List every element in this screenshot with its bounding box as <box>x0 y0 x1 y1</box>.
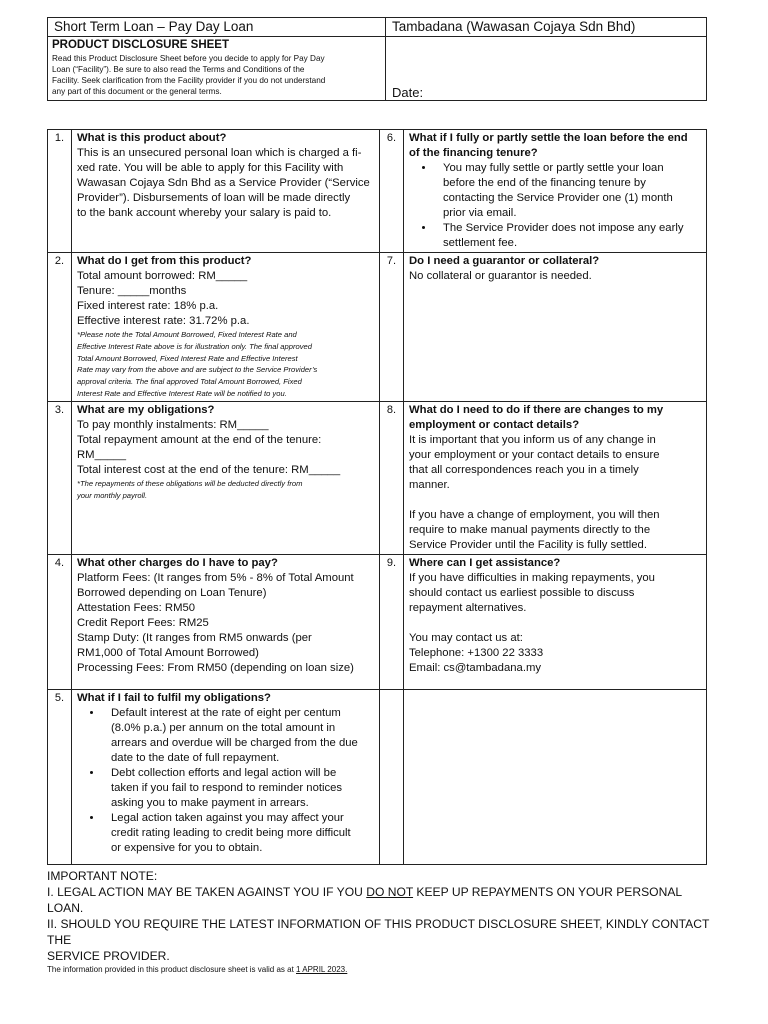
section-number: 1. <box>48 130 72 253</box>
company-name: Tambadana (Wawasan Cojaya Sdn Bhd) <box>386 18 707 37</box>
section-7 <box>404 253 707 402</box>
spacer <box>409 493 701 508</box>
bullet-line: • The Service Provider does not impose any early <box>443 222 684 234</box>
intro-line: any part of this document or the general terms. <box>52 87 222 96</box>
bullet-line: or expensive for you to obtain. <box>111 841 263 854</box>
section-question: What other charges do I have to pay? <box>77 556 278 569</box>
bullet-line: prior via email. <box>443 207 517 219</box>
bullet-line: contacting the Service Provider one (1) month <box>443 192 673 204</box>
section-line: repayment alternatives. <box>409 601 527 614</box>
bullet-list <box>77 706 374 856</box>
important-note <box>47 868 717 976</box>
note-text: KEEP UP REPAYMENTS ON YOUR PERSONAL LOAN. <box>47 885 682 915</box>
section-question: Where can I get assistance? <box>409 556 561 569</box>
list-item <box>103 766 374 811</box>
empty-number-cell <box>380 689 404 864</box>
list-item <box>103 706 374 766</box>
section-number: 9. <box>380 554 404 689</box>
section-1 <box>72 130 380 253</box>
section-line: should contact us earliest possible to discuss <box>409 586 635 599</box>
note-line: Effective Interest Rate above is for illustration only. The final approved <box>77 341 312 351</box>
bullet-line: taken if you fail to respond to reminder notices <box>111 781 343 794</box>
section-number: 5. <box>48 689 72 864</box>
section-question: What do I need to do if there are changes to my <box>409 403 664 416</box>
section-line: Total repayment amount at the end of the tenure: <box>77 433 322 446</box>
list-item <box>435 161 701 221</box>
spacer <box>409 616 701 631</box>
section-line: It is important that you inform us of any change in <box>409 433 656 446</box>
section-line: manner. <box>409 478 450 491</box>
section-number: 6. <box>380 130 404 253</box>
section-line: that all correspondences reach you in a timely <box>409 463 639 476</box>
section-question: of the financing tenure? <box>409 147 538 159</box>
section-number: 4. <box>48 554 72 689</box>
section-question: What if I fail to fulfil my obligations? <box>77 691 271 704</box>
section-line: Telephone: +1300 22 3333 <box>409 646 544 659</box>
bullet-line: • You may fully settle or partly settle your loan <box>443 162 664 174</box>
section-line: Platform Fees: (It ranges from 5% - 8% of Total Amount <box>77 571 354 584</box>
section-question: Do I need a guarantor or collateral? <box>409 255 600 267</box>
list-item <box>435 221 701 251</box>
section-8 <box>404 401 707 554</box>
table-row <box>48 554 707 689</box>
section-5 <box>72 689 380 864</box>
table-row <box>48 253 707 402</box>
section-line: Effective interest rate: 31.72% p.a. <box>77 315 250 327</box>
intro-line: Facility. Seek clarification from the Facility provider if you do not understand <box>52 76 326 85</box>
section-line: Processing Fees: From RM50 (depending on loan size) <box>77 661 354 674</box>
note-heading: IMPORTANT NOTE: <box>47 869 158 883</box>
section-question: What is this product about? <box>77 132 227 144</box>
bullet-line: asking you to make payment in arrears. <box>111 796 309 809</box>
bullet-line: • Legal action taken against you may affect your <box>111 811 344 824</box>
validity-text: The information provided in this product disclosure sheet is valid as at <box>47 965 297 974</box>
section-line: to the bank account whereby your salary is paid to. <box>77 207 332 219</box>
section-line: Stamp Duty: (It ranges from RM5 onwards (per <box>77 631 312 644</box>
section-line: To pay monthly instalments: RM_____ <box>77 418 269 431</box>
sheet-title: PRODUCT DISCLOSURE SHEET <box>52 39 229 51</box>
note-line-1 <box>47 884 717 916</box>
bullet-line: arrears and overdue will be charged from the due <box>111 736 358 749</box>
section-line: require to make manual payments directly to the <box>409 523 651 536</box>
section-line: No collateral or guarantor is needed. <box>409 270 592 282</box>
section-question: employment or contact details? <box>409 418 580 431</box>
section-line: You may contact us at: <box>409 631 523 644</box>
section-number: 3. <box>48 401 72 554</box>
section-6 <box>404 130 707 253</box>
illustration-note <box>77 329 374 400</box>
section-line: Credit Report Fees: RM25 <box>77 616 209 629</box>
table-row <box>48 130 707 253</box>
section-2 <box>72 253 380 402</box>
section-line: your employment or your contact details to ensure <box>409 448 660 461</box>
section-number: 7. <box>380 253 404 402</box>
note-line: Rate may vary from the above and are subject to the Service Provider’s <box>77 365 318 375</box>
bullet-line: settlement fee. <box>443 237 518 249</box>
bullet-list <box>409 161 701 251</box>
intro-line: Read this Product Disclosure Sheet before you decide to apply for Pay Day <box>52 54 325 63</box>
note-line: *Please note the Total Amount Borrowed, Fixed Interest Rate and <box>77 330 297 339</box>
section-line: Service Provider until the Facility is fully settled. <box>409 538 647 551</box>
section-line: If you have a change of employment, you will then <box>409 508 660 521</box>
section-line: Tenure: _____months <box>77 285 187 297</box>
disclosure-intro-cell <box>48 37 386 101</box>
section-line: Total interest cost at the end of the tenure: RM_____ <box>77 463 341 476</box>
table-row <box>48 401 707 554</box>
section-9 <box>404 554 707 689</box>
intro-line: Loan (“Facility”). Be sure to also read the Terms and Conditions of the <box>52 65 305 74</box>
section-line: Attestation Fees: RM50 <box>77 601 196 614</box>
disclosure-table <box>47 129 707 865</box>
section-line: RM_____ <box>77 448 126 461</box>
table-row <box>48 689 707 864</box>
note-line: *The repayments of these obligations will be deducted directly from <box>77 478 303 488</box>
validity-statement <box>47 964 717 976</box>
note-line: your monthly payroll. <box>77 490 148 500</box>
note-text: I. LEGAL ACTION MAY BE TAKEN AGAINST YOU IF YOU <box>47 885 367 899</box>
section-line: RM1,000 of Total Amount Borrowed) <box>77 646 259 659</box>
underlined-text: DO NOT <box>366 885 414 899</box>
section-question: What are my obligations? <box>77 403 215 416</box>
section-question: What do I get from this product? <box>77 255 252 267</box>
payroll-note <box>77 478 374 502</box>
note-line: approval criteria. The final approved Total Amount Borrowed, Fixed <box>77 377 302 387</box>
section-3 <box>72 401 380 554</box>
header-table <box>47 17 707 101</box>
section-line: xed rate. You will be able to apply for this Facility with <box>77 162 344 174</box>
section-number: 8. <box>380 401 404 554</box>
intro-text <box>52 53 381 97</box>
bullet-line: • Debt collection efforts and legal action will be <box>111 766 337 779</box>
note-line: Interest Rate and Effective Interest Rate will be notified to you. <box>77 388 287 398</box>
section-line: Wawasan Cojaya Sdn Bhd as a Service Provider (“Service <box>77 177 370 189</box>
note-line: Total Amount Borrowed, Fixed Interest Rate and Effective Interest <box>77 353 298 363</box>
section-line: Fixed interest rate: 18% p.a. <box>77 300 219 312</box>
date-label: Date: <box>386 37 707 101</box>
section-line: Total amount borrowed: RM_____ <box>77 270 248 282</box>
section-line: Email: cs@tambadana.my <box>409 661 542 674</box>
bullet-line: • Default interest at the rate of eight per centum <box>111 706 341 719</box>
section-line: Borrowed depending on Loan Tenure) <box>77 586 267 599</box>
section-4 <box>72 554 380 689</box>
bullet-line: before the end of the financing tenure by <box>443 177 646 189</box>
note-line-2b: SERVICE PROVIDER. <box>47 949 170 963</box>
empty-content-cell <box>404 689 707 864</box>
section-line: This is an unsecured personal loan which is charged a fi- <box>77 147 362 159</box>
section-number: 2. <box>48 253 72 402</box>
section-line: Provider”). Disbursements of loan will be made directly <box>77 192 351 204</box>
section-question: What if I fully or partly settle the loan before the end <box>409 132 688 144</box>
bullet-line: date to the date of full repayment. <box>111 751 280 764</box>
bullet-line: (8.0% p.a.) per annum on the total amount in <box>111 721 336 734</box>
note-line-2: II. SHOULD YOU REQUIRE THE LATEST INFORMATION OF THIS PRODUCT DISCLOSURE SHEET, KINDLY CONTACT THE <box>47 917 710 947</box>
section-line: If you have difficulties in making repayments, you <box>409 571 655 584</box>
product-title: Short Term Loan – Pay Day Loan <box>48 18 386 37</box>
validity-date: 1 APRIL 2023. <box>296 965 348 974</box>
bullet-line: credit rating leading to credit being more difficult <box>111 826 351 839</box>
list-item <box>103 811 374 856</box>
